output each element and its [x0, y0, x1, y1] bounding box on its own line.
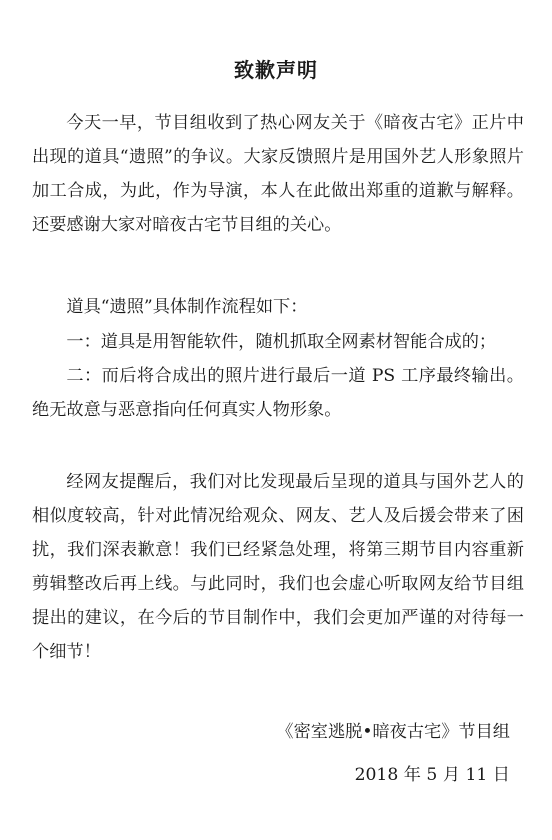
paragraph-intro: 今天一早，节目组收到了热心网友关于《暗夜古宅》正片中出现的道具“遗照”的争议。大家反馈照片是用国外艺人形象照片加工合成，为此，作为导演，本人在此做出郑重的道歉与解释。还要感谢大家对暗夜古宅节目组的关心。: [32, 113, 524, 235]
process-step-2: 二：而后将合成出的照片进行最后一道 PS 工序最终输出。绝无故意与恶意指向任何真实人物形象。: [32, 366, 524, 420]
process-step-1: 一：道具是用智能软件，随机抓取全网素材智能合成的；: [66, 332, 497, 352]
process-intro: 道具“遗照”具体制作流程如下：: [66, 297, 308, 317]
paragraph-followup: 经网友提醒后，我们对比发现最后呈现的道具与国外艺人的相似度较高，针对此情况给观众、网友、艺人及后援会带来了困扰，我们深表歉意！我们已经紧急处理，将第三期节目内容重新剪辑整改后再上线。与此同时，我们也会虚心听取网友给节目组提出的建议，在今后的节目制作中，我们会更加严谨的对待每一个细节！: [32, 472, 524, 662]
signature-organization: 《密室逃脱•暗夜古宅》节目组: [276, 722, 510, 742]
signature-date: 2018 年 5 月 11 日: [354, 765, 510, 785]
document-title: 致歉声明: [234, 58, 318, 82]
